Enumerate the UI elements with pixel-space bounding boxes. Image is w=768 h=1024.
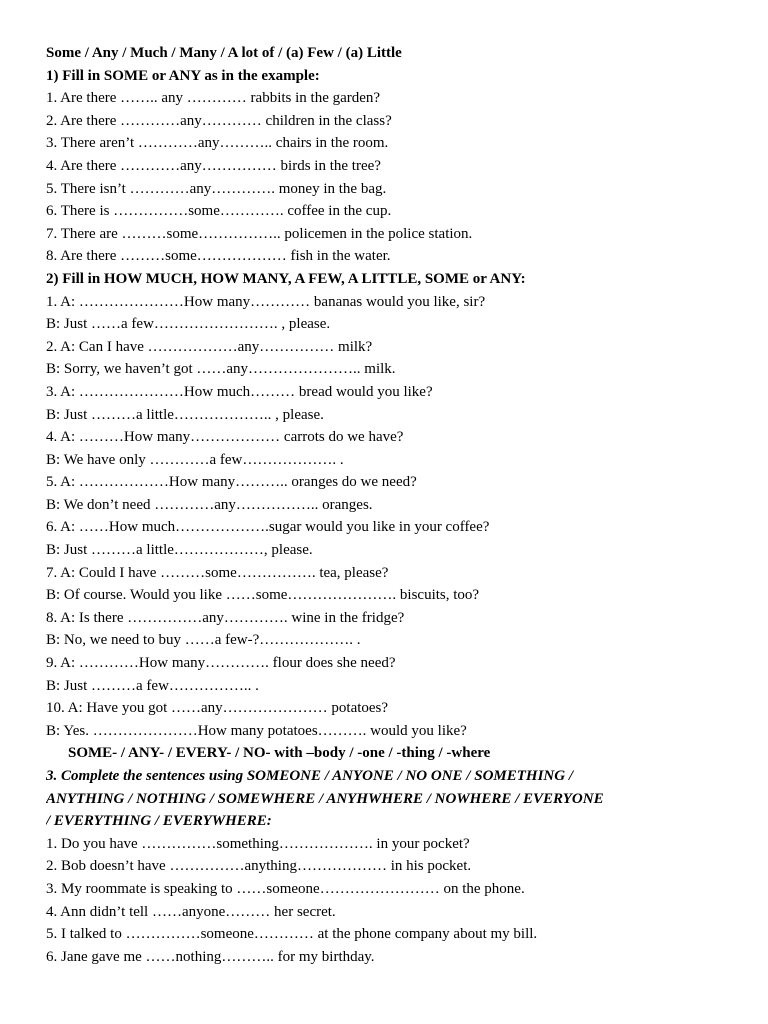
dialogue-line: B: No, we need to buy ……a few-?………………. . — [46, 632, 361, 649]
exercise-item: 2. Are there …………any………… children in the class? — [46, 112, 392, 129]
dialogue-line: 1. A: …………………How many………… bananas would you like, sir? — [46, 293, 486, 310]
dialogue-line: B: Of course. Would you like ……some…………………. biscuits, too? — [46, 587, 480, 604]
dialogue-line: B: We don’t need …………any…………….. oranges. — [46, 496, 373, 513]
dialogue-line: B: Just ………a few…………….. . — [46, 677, 259, 694]
dialogue-line: 6. A: ……How much……………….sugar would you like in your coffee? — [46, 519, 490, 536]
dialogue-line: 10. A: Have you got ……any………………… potatoes? — [46, 700, 389, 717]
dialogue-line: B: Yes. …………………How many potatoes………. would you like? — [46, 722, 467, 739]
section-subtitle: SOME- / ANY- / EVERY- / NO- with –body / -one / -thing / -where — [68, 745, 491, 762]
worksheet-title: Some / Any / Much / Many / A lot of / (a) Few / (a) Little — [46, 45, 402, 61]
dialogue-line: 8. A: Is there ……………any…………. wine in the fridge? — [46, 609, 405, 626]
section-3-heading-line: / EVERYTHING / EVERYWHERE: — [46, 813, 272, 830]
dialogue-line: B: Just ………a little………………, please. — [46, 542, 313, 559]
dialogue-line: 9. A: …………How many…………. flour does she need? — [46, 655, 396, 672]
worksheet-body — [46, 42, 736, 968]
dialogue-line: 3. A: …………………How much……… bread would you like? — [46, 383, 433, 400]
dialogue-line: B: We have only …………a few………………. . — [46, 451, 344, 468]
exercise-item: 5. There isn’t …………any…………. money in the bag. — [46, 180, 387, 197]
exercise-item: 8. Are there ………some……………… fish in the water. — [46, 248, 391, 265]
exercise-item: 3. There aren’t …………any……….. chairs in the room. — [46, 135, 389, 152]
exercise-item: 2. Bob doesn’t have ……………anything……………… in his pocket. — [46, 858, 472, 875]
exercise-item: 3. My roommate is speaking to ……someone…………………… on the phone. — [46, 880, 525, 897]
exercise-item: 6. There is ……………some…………. coffee in the cup. — [46, 203, 392, 220]
dialogue-line: B: Just ……a few……………………. , please. — [46, 316, 331, 333]
exercise-item: 1. Are there …….. any ………… rabbits in the garden? — [46, 90, 381, 107]
dialogue-line: 7. A: Could I have ………some……………. tea, please? — [46, 564, 389, 581]
exercise-item: 4. Ann didn’t tell ……anyone……… her secret. — [46, 903, 336, 920]
section-1-heading: 1) Fill in SOME or ANY as in the example: — [46, 67, 320, 84]
exercise-item: 4. Are there …………any…………… birds in the tree? — [46, 157, 381, 174]
dialogue-line: B: Just ………a little……………….. , please. — [46, 406, 324, 423]
exercise-item: 5. I talked to ……………someone………… at the phone company about my bill. — [46, 926, 538, 943]
section-2-heading: 2) Fill in HOW MUCH, HOW MANY, A FEW, A LITTLE, SOME or ANY: — [46, 270, 526, 287]
dialogue-line: 2. A: Can I have ………………any…………… milk? — [46, 338, 373, 355]
section-3-heading-line: 3. Complete the sentences using SOMEONE / ANYONE / NO ONE / SOMETHING / — [46, 768, 573, 784]
dialogue-line: B: Sorry, we haven’t got ……any………………….. milk. — [46, 361, 396, 378]
dialogue-line: 4. A: ………How many……………… carrots do we have? — [46, 429, 404, 446]
exercise-item: 7. There are ………some…………….. policemen in the police station. — [46, 225, 473, 242]
exercise-item: 6. Jane gave me ……nothing……….. for my birthday. — [46, 948, 375, 965]
section-3-heading-line: ANYTHING / NOTHING / SOMEWHERE / ANYHWHERE / NOWHERE / EVERYONE — [46, 790, 604, 807]
exercise-item: 1. Do you have ……………something………………. in your pocket? — [46, 835, 470, 852]
dialogue-line: 5. A: ………………How many……….. oranges do we need? — [46, 474, 417, 491]
